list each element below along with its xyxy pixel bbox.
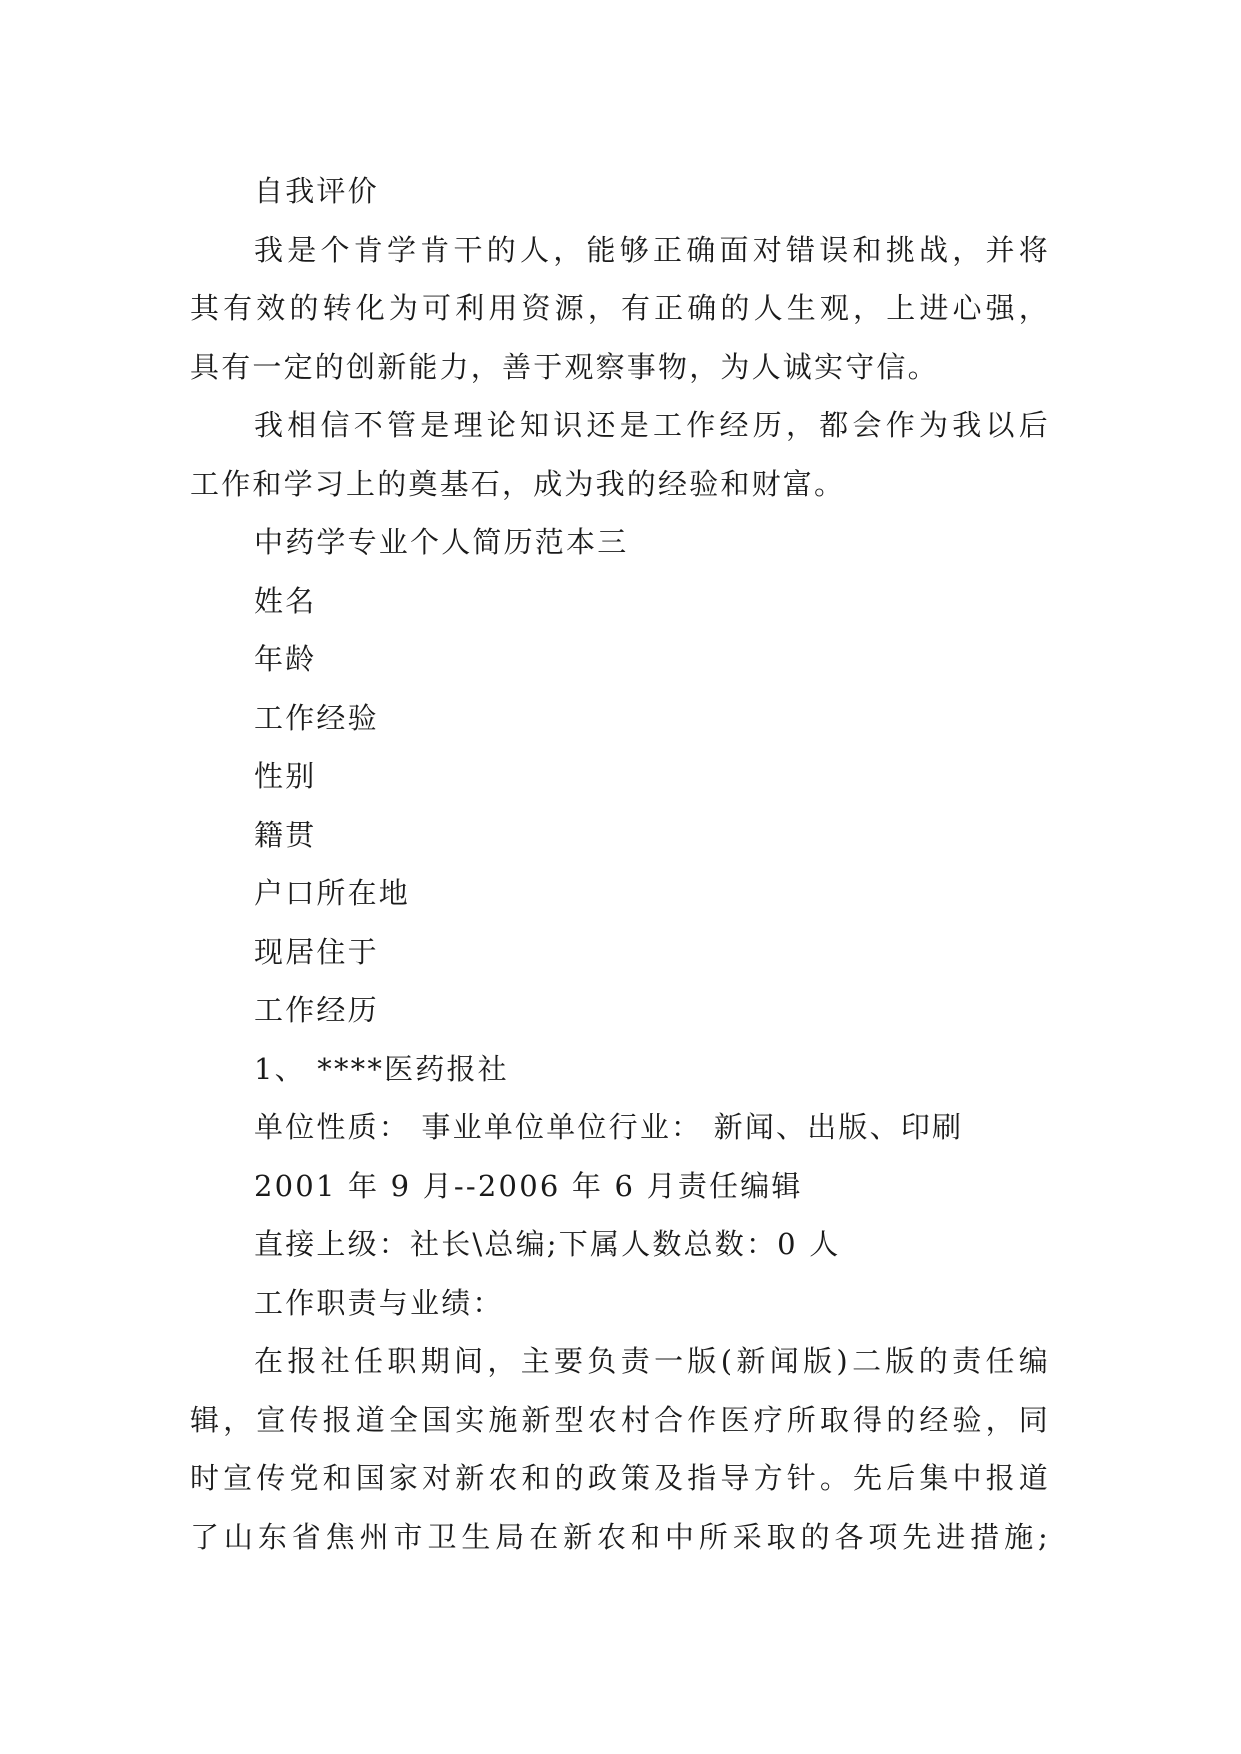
paragraph-line: 我相信不管是理论知识还是工作经历，都会作为我以后	[254, 408, 1050, 442]
field-label-name: 姓名	[254, 583, 317, 618]
field-label-gender: 性别	[254, 759, 317, 793]
duties-heading: 工作职责与业绩：	[254, 1285, 504, 1320]
field-label-native-place: 籍贯	[254, 817, 317, 852]
supervisor-subordinates: 直接上级：社长\总编;下属人数总数：0 人	[254, 1227, 841, 1261]
resume-title: 中药学专业个人简历范本三	[254, 525, 629, 559]
paragraph-line: 我是个肯学肯干的人，能够正确面对错误和挑战，并将	[254, 232, 1050, 267]
field-label-work-experience: 工作经验	[254, 700, 379, 735]
field-label-current-residence: 现居住于	[254, 934, 379, 969]
section-heading-self-evaluation: 自我评价	[254, 174, 379, 208]
field-label-age: 年龄	[254, 642, 317, 676]
paragraph-line: 了山东省焦州市卫生局在新农和中所采取的各项先进措施;	[190, 1519, 1050, 1554]
employer-entry: 1、 ****医药报社	[254, 1051, 509, 1086]
paragraph-line: 时宣传党和国家对新农和的政策及指导方针。先后集中报道	[190, 1461, 1050, 1495]
paragraph-line: 具有一定的创新能力，善于观察事物，为人诚实守信。	[190, 349, 939, 384]
paragraph-line: 辑，宣传报道全国实施新型农村合作医疗所取得的经验，同	[190, 1402, 1050, 1437]
paragraph-line: 在报社任职期间，主要负责一版(新闻版)二版的责任编	[254, 1344, 1050, 1378]
section-heading-work-history: 工作经历	[254, 993, 379, 1027]
paragraph-line: 工作和学习上的奠基石，成为我的经验和财富。	[190, 466, 846, 501]
field-label-household-registration: 户口所在地	[254, 876, 411, 910]
employer-nature-industry: 单位性质： 事业单位单位行业： 新闻、出版、印刷	[254, 1110, 964, 1144]
document-body	[190, 162, 1050, 1566]
employment-period-position: 2001 年 9 月--2006 年 6 月责任编辑	[254, 1168, 803, 1203]
paragraph-line: 其有效的转化为可利用资源，有正确的人生观，上进心强，	[190, 291, 1050, 325]
